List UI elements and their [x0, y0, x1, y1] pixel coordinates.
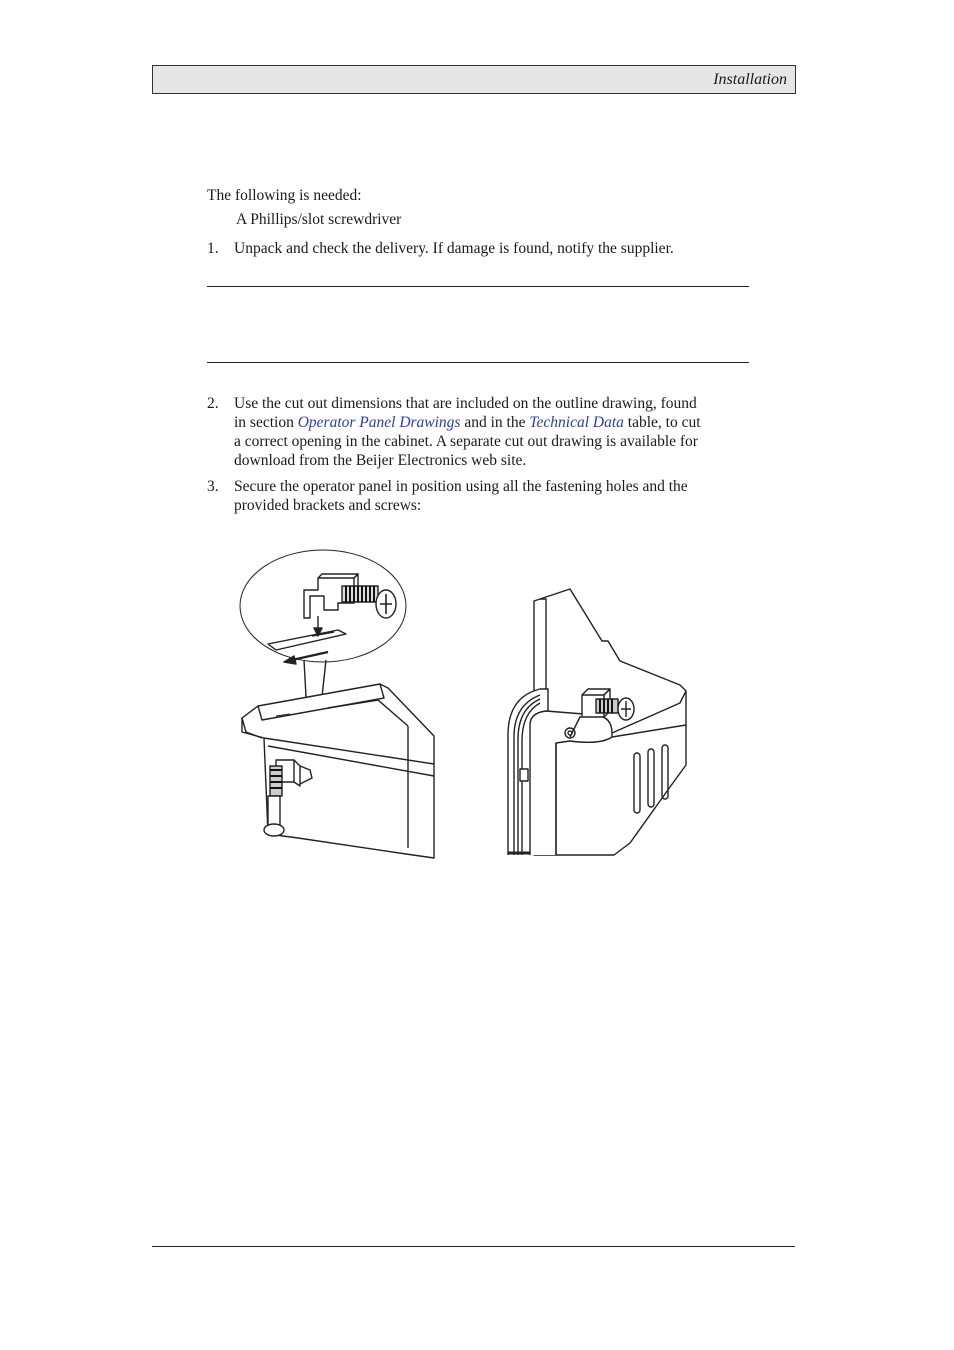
step-1-text: Unpack and check the delivery. If damage is found, notify the supplier.	[234, 240, 674, 257]
operator-panel-drawings-link[interactable]: Operator Panel Drawings	[297, 414, 461, 431]
step-1-number: 1.	[207, 240, 219, 257]
step-3-number: 3.	[207, 478, 219, 495]
step-3-line-1: Secure the operator panel in position using all the fastening holes and the	[234, 478, 688, 495]
bracket-mounted-side-view-illustration	[500, 585, 700, 863]
footer-rule	[152, 1246, 795, 1247]
step-2-line-4: download from the Beijer Electronics web site.	[234, 452, 527, 469]
step-2-line-2: in section Operator Panel Drawings and in the Technical Data table, to cut	[234, 414, 701, 431]
step-2-line-1: Use the cut out dimensions that are included on the outline drawing, found	[234, 395, 697, 412]
requirements-tool: A Phillips/slot screwdriver	[236, 211, 402, 228]
page-header	[152, 65, 796, 94]
step-3-line-2: provided brackets and screws:	[234, 497, 422, 514]
technical-data-link[interactable]: Technical Data	[529, 414, 624, 431]
requirements-intro: The following is needed:	[207, 187, 362, 204]
header-section-title: Installation	[713, 71, 787, 88]
bracket-mounting-detail-illustration	[238, 548, 438, 863]
step-2-number: 2.	[207, 395, 219, 412]
note-top-rule	[207, 286, 749, 287]
step-2-line-3: a correct opening in the cabinet. A separate cut out drawing is available for	[234, 433, 698, 450]
note-bottom-rule	[207, 362, 749, 363]
screw-thread	[342, 586, 378, 602]
